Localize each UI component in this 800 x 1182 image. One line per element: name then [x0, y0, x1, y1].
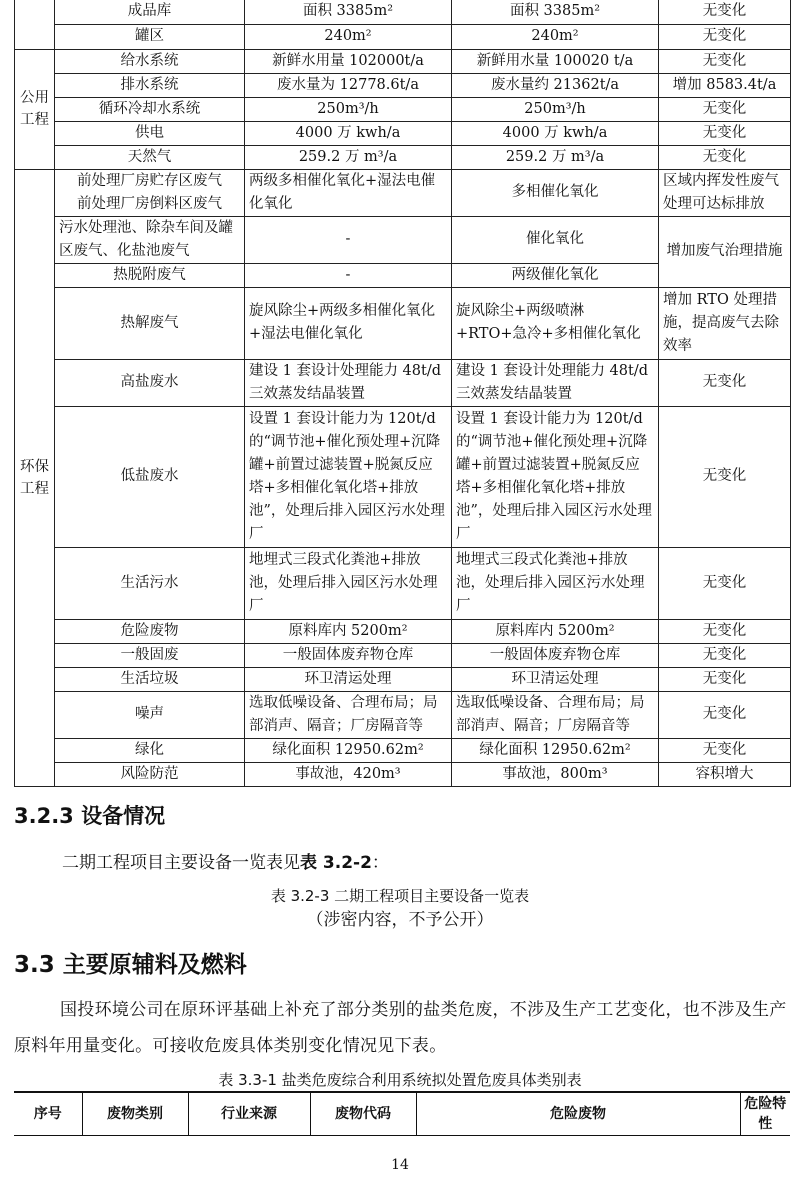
table-row	[15, 643, 791, 667]
section-heading-33: 3.3 主要原辅料及燃料	[14, 952, 247, 978]
change-cell: 无变化	[659, 145, 791, 169]
phase1-cell: -	[245, 216, 452, 263]
phase1-cell: 事故池，420m³	[245, 762, 452, 786]
item-cell: 低盐废水	[55, 406, 245, 547]
section-323-paragraph	[62, 848, 389, 873]
phase1-cell: 250m³/h	[245, 97, 452, 121]
phase2-cell: 选取低噪设备、合理布局；局部消声、隔音；厂房隔音等	[452, 691, 659, 738]
table-row	[15, 359, 791, 406]
table-row	[15, 691, 791, 738]
phase1-cell: 绿化面积 12950.62m²	[245, 738, 452, 762]
phase2-cell: 面积 3385m²	[452, 0, 659, 24]
phase1-cell: 4000 万 kwh/a	[245, 121, 452, 145]
hazardous-waste-table	[14, 1091, 790, 1136]
change-cell: 无变化	[659, 0, 791, 24]
table-row	[15, 547, 791, 619]
change-cell: 无变化	[659, 667, 791, 691]
item-cell: 绿化	[55, 738, 245, 762]
table-reference: 表 3.2-2	[300, 853, 372, 873]
column-header: 序号	[14, 1092, 82, 1136]
item-cell: 风险防范	[55, 762, 245, 786]
phase1-cell: 面积 3385m²	[245, 0, 452, 24]
phase2-cell: 地埋式三段式化粪池+排放池，处理后排入园区污水处理厂	[452, 547, 659, 619]
item-cell: 循环冷却水系统	[55, 97, 245, 121]
phase1-cell: 240m²	[245, 24, 452, 49]
item-cell: 给水系统	[55, 49, 245, 73]
phase2-cell: 240m²	[452, 24, 659, 49]
table-row	[15, 762, 791, 786]
table-row	[15, 73, 791, 97]
item-cell: 危险废物	[55, 619, 245, 643]
item-cell: 生活污水	[55, 547, 245, 619]
project-comparison-table	[14, 0, 791, 787]
item-cell	[55, 169, 245, 216]
phase1-cell: -	[245, 263, 452, 287]
change-cell: 区域内挥发性废气处理可达标排放	[659, 169, 791, 216]
table-caption-equipment: 表 3.2-3 二期工程项目主要设备一览表	[270, 887, 530, 905]
item-cell: 高盐废水	[55, 359, 245, 406]
table-row	[15, 24, 791, 49]
section-heading-323: 3.2.3 设备情况	[14, 804, 166, 828]
phase1-cell: 两级多相催化氧化+湿法电催化氧化	[245, 169, 452, 216]
item-cell: 一般固废	[55, 643, 245, 667]
column-header: 危险废物	[416, 1092, 740, 1136]
phase2-cell: 多相催化氧化	[452, 169, 659, 216]
table-row	[15, 619, 791, 643]
item-cell: 罐区	[55, 24, 245, 49]
change-cell: 无变化	[659, 24, 791, 49]
change-cell: 容积增大	[659, 762, 791, 786]
table-row	[15, 169, 791, 216]
item-cell: 成品库	[55, 0, 245, 24]
phase2-cell: 废水量约 21362t/a	[452, 73, 659, 97]
page-number: 14	[391, 1157, 409, 1173]
item-cell: 热解废气	[55, 287, 245, 359]
table-row	[15, 287, 791, 359]
phase2-cell: 259.2 万 m³/a	[452, 145, 659, 169]
table-row	[15, 667, 791, 691]
phase1-cell: 旋风除尘+两级多相催化氧化+湿法电催化氧化	[245, 287, 452, 359]
phase2-cell: 4000 万 kwh/a	[452, 121, 659, 145]
table-row	[15, 406, 791, 547]
phase2-cell: 新鲜用水量 100020 t/a	[452, 49, 659, 73]
category-cell: 环保工程	[15, 169, 55, 786]
phase1-cell: 设置 1 套设计能力为 120t/d 的“调节池+催化预处理+沉降罐+前置过滤装置+脱氮反应塔+多相催化氧化塔+排放池”，处理后排入园区污水处理厂	[245, 406, 452, 547]
table-header-row	[14, 1092, 790, 1136]
phase2-cell: 事故池，800m³	[452, 762, 659, 786]
column-header: 废物类别	[82, 1092, 188, 1136]
column-header: 废物代码	[310, 1092, 416, 1136]
change-cell: 无变化	[659, 406, 791, 547]
item-cell: 生活垃圾	[55, 667, 245, 691]
change-cell: 无变化	[659, 121, 791, 145]
change-cell: 无变化	[659, 359, 791, 406]
confidential-note: （涉密内容，不予公开）	[306, 910, 494, 930]
category-cell	[15, 0, 55, 49]
phase2-cell: 催化氧化	[452, 216, 659, 263]
change-cell: 增加 8583.4t/a	[659, 73, 791, 97]
change-cell: 无变化	[659, 643, 791, 667]
phase2-cell: 一般固体废弃物仓库	[452, 643, 659, 667]
phase2-cell: 原料库内 5200m²	[452, 619, 659, 643]
phase2-cell: 绿化面积 12950.62m²	[452, 738, 659, 762]
table-row	[15, 145, 791, 169]
item-cell: 排水系统	[55, 73, 245, 97]
phase1-cell: 地埋式三段式化粪池+排放池，处理后排入园区污水处理厂	[245, 547, 452, 619]
phase2-cell: 250m³/h	[452, 97, 659, 121]
item-cell: 污水处理池、除杂车间及罐区废气、化盐池废气	[55, 216, 245, 263]
table-row	[15, 0, 791, 24]
phase1-cell: 环卫清运处理	[245, 667, 452, 691]
table-row	[15, 738, 791, 762]
change-cell: 增加 RTO 处理措施，提高废气去除效率	[659, 287, 791, 359]
table-row	[15, 97, 791, 121]
phase2-cell: 设置 1 套设计能力为 120t/d 的“调节池+催化预处理+沉降罐+前置过滤装置+脱氮反应塔+多相催化氧化塔+排放池”，处理后排入园区污水处理厂	[452, 406, 659, 547]
item-cell: 热脱附废气	[55, 263, 245, 287]
phase1-cell: 新鲜水用量 102000t/a	[245, 49, 452, 73]
phase2-cell: 环卫清运处理	[452, 667, 659, 691]
paragraph-text: 二期工程项目主要设备一览表见	[62, 853, 300, 873]
phase1-cell: 原料库内 5200m²	[245, 619, 452, 643]
phase1-cell: 选取低噪设备、合理布局；局部消声、隔音；厂房隔音等	[245, 691, 452, 738]
table-row	[15, 49, 791, 73]
column-header: 行业来源	[188, 1092, 310, 1136]
phase1-cell: 一般固体废弃物仓库	[245, 643, 452, 667]
change-cell: 无变化	[659, 49, 791, 73]
change-cell: 增加废气治理措施	[659, 216, 791, 287]
item-cell: 天然气	[55, 145, 245, 169]
item-cell: 供电	[55, 121, 245, 145]
change-cell: 无变化	[659, 619, 791, 643]
item-line: 前处理厂房贮存区废气	[77, 172, 222, 189]
table-row	[15, 216, 791, 263]
paragraph-end: ：	[371, 853, 389, 873]
change-cell: 无变化	[659, 97, 791, 121]
change-cell: 无变化	[659, 738, 791, 762]
phase1-cell: 建设 1 套设计处理能力 48t/d 三效蒸发结晶装置	[245, 359, 452, 406]
table-caption-hazardous-waste: 表 3.3-1 盐类危废综合利用系统拟处置危废具体类别表	[218, 1071, 582, 1089]
table-row	[15, 121, 791, 145]
item-cell: 噪声	[55, 691, 245, 738]
phase1-cell: 259.2 万 m³/a	[245, 145, 452, 169]
category-cell: 公用工程	[15, 49, 55, 169]
change-cell: 无变化	[659, 547, 791, 619]
item-line: 前处理厂房倒料区废气	[77, 195, 222, 212]
phase2-cell: 两级催化氧化	[452, 263, 659, 287]
phase2-cell: 建设 1 套设计处理能力 48t/d 三效蒸发结晶装置	[452, 359, 659, 406]
change-cell: 无变化	[659, 691, 791, 738]
phase2-cell: 旋风除尘+两级喷淋+RTO+急冷+多相催化氧化	[452, 287, 659, 359]
section-33-paragraph: 国投环境公司在原环评基础上补充了部分类别的盐类危废，不涉及生产工艺变化，也不涉及生产原料年用量变化。可接收危废具体类别变化情况见下表。	[14, 1000, 787, 1056]
phase1-cell: 废水量为 12778.6t/a	[245, 73, 452, 97]
column-header: 危险特性	[740, 1092, 790, 1136]
